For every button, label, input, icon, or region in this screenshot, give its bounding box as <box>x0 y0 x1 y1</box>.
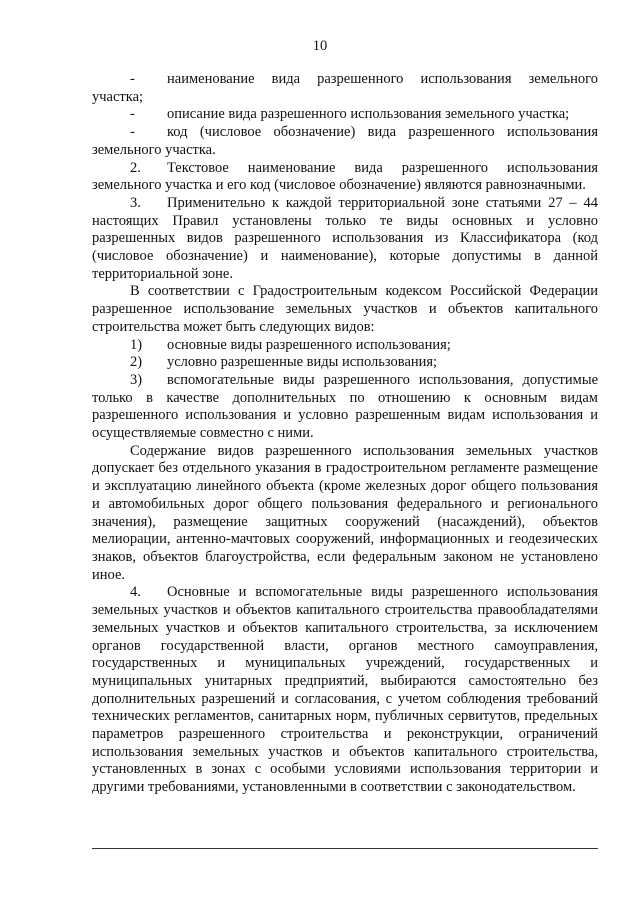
kind-item <box>92 372 598 443</box>
list-item-text: наименование вида разрешенного использования земельного участка; <box>92 71 598 105</box>
list-marker: - <box>130 106 135 123</box>
paragraph-gradcode: В соответствии с Градостроительным кодексом Российской Федерации разрешенное использование земельных участков и объектов капитального строительства может быть следующих видов: <box>92 283 598 335</box>
kind-text: условно разрешенные виды использования; <box>167 354 438 371</box>
kind-text: основные виды разрешенного использования; <box>167 336 451 353</box>
kind-item <box>92 337 598 355</box>
clause-4 <box>92 584 598 796</box>
list-item <box>92 106 598 124</box>
clause-text: Применительно к каждой территориальной зоне статьями 27 – 44 настоящих Правил установлены только те виды основных и условно разрешенных видов разрешенного использования из Классификатора (код (числовое обозначение) и наименование), которые допустимы в данной территориальной зоне. <box>92 194 598 282</box>
clause-number: 4. <box>130 584 141 601</box>
clause-number: 3. <box>130 194 141 211</box>
document-body <box>92 71 598 797</box>
clause-text: Текстовое наименование вида разрешенного использования земельного участка и его код (числовое обозначение) являются равнозначными. <box>92 159 598 194</box>
kind-text: вспомогательные виды разрешенного использования, допустимые только в качестве дополнительных по отношению к основным видам разрешенного использования и условно разрешенным видам использования и осуществляемые совместно с ними. <box>92 371 598 442</box>
clause-3 <box>92 195 598 284</box>
list-item-text: код (числовое обозначение) вида разрешенного использования земельного участка. <box>92 124 598 158</box>
clause-number: 2. <box>130 159 141 176</box>
list-item-text: описание вида разрешенного использования земельного участка; <box>167 106 570 123</box>
clause-text: Основные и вспомогательные виды разрешенного использования земельных участков и объектов капитального строительства правообладателями земельных участков и объектов капитального строительства, за исключением органов государственной власти, органов местного самоуправления, государственных и муниципальных учреждений, государственных и муниципальных унитарных предприятий, выбираются самостоятельно без дополнительных разрешений и согласования, с учетом соблюдения требований технических регламентов, санитарных норм, публичных сервитутов, предельных параметров разрешенного строительства и реконструкции, ограничений использования земельных участков и объектов капитального строительства, установленных в зонах с особыми условиями использования территории и другими требованиями, установленными в соответствии с законодательством. <box>92 584 598 796</box>
kind-number: 3) <box>130 371 143 388</box>
kind-item <box>92 354 598 372</box>
clause-2 <box>92 160 598 195</box>
list-item <box>92 124 598 159</box>
footer-divider <box>92 848 598 849</box>
list-marker: - <box>130 71 135 87</box>
page-number: 10 <box>312 38 328 54</box>
paragraph-linear-objects: Содержание видов разрешенного использования земельных участков допускает без отдельного указания в градостроительном регламенте размещение и эксплуатацию линейного объекта (кроме железных дорог общего пользования и автомобильных дорог общего пользования федерального и регионального значения), размещение защитных сооружений (насаждений), объектов мелиорации, антенно-мачтовых сооружений, информационных и геодезических знаков, объектов благоустройства, если федеральным законом не установлено иное. <box>92 442 598 583</box>
kind-number: 2) <box>130 354 143 371</box>
list-item <box>92 71 598 106</box>
kind-number: 1) <box>130 336 143 353</box>
list-marker: - <box>130 124 135 141</box>
